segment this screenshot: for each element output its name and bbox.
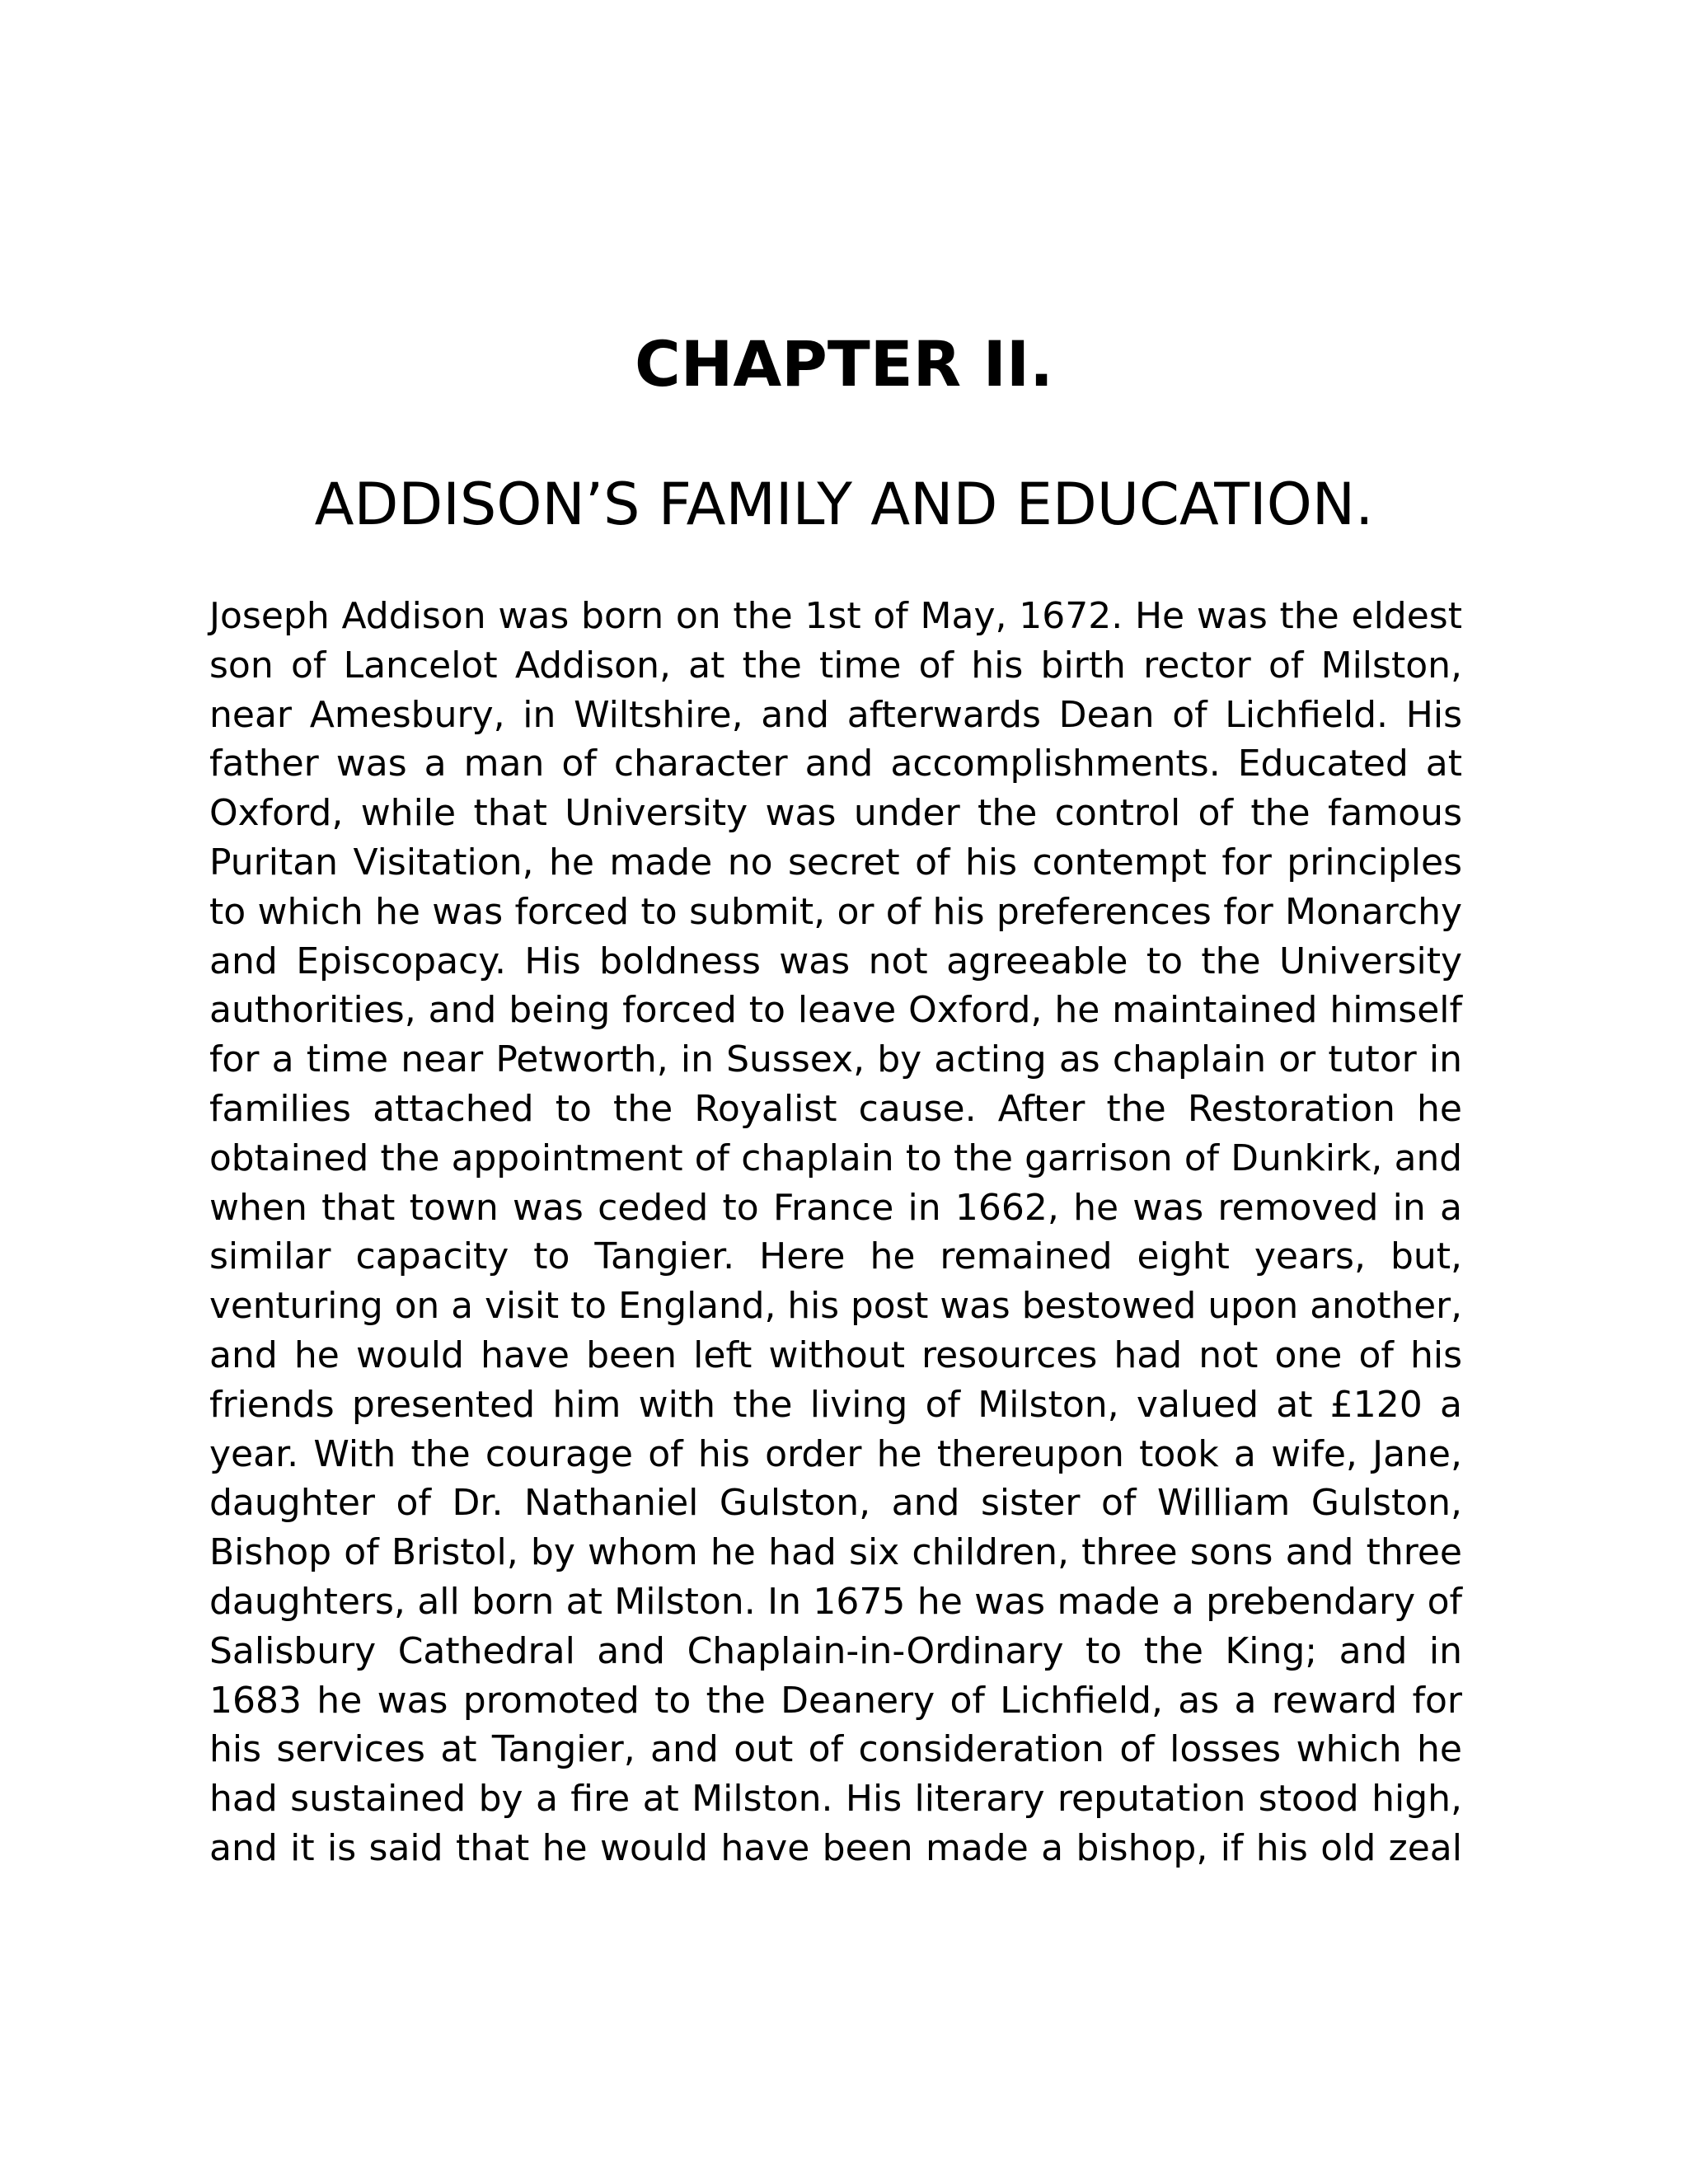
text-line: and he would have been left without resources had not one of his bbox=[209, 1333, 1462, 1376]
text-line: Puritan Visitation, he made no secret of his contempt for principles bbox=[209, 841, 1462, 883]
text-line: Joseph Addison was born on the 1st of May, 1672. He was the eldest bbox=[209, 595, 1462, 637]
text-line: friends presented him with the living of Milston, valued at £120 a bbox=[209, 1383, 1462, 1426]
text-line: son of Lancelot Addison, at the time of his birth rector of Milston, bbox=[209, 644, 1462, 687]
text-line: for a time near Petworth, in Sussex, by acting as chaplain or tutor in bbox=[209, 1038, 1462, 1081]
text-line: authorities, and being forced to leave Oxford, he maintained himself bbox=[209, 989, 1462, 1032]
text-line: had sustained by a fire at Milston. His literary reputation stood high, bbox=[209, 1778, 1462, 1821]
text-line: his services at Tangier, and out of consideration of losses which he bbox=[209, 1728, 1462, 1771]
chapter-title: ADDISON’S FAMILY AND EDUCATION. bbox=[314, 471, 1374, 538]
text-line: near Amesbury, in Wiltshire, and afterwards Dean of Lichfield. His bbox=[209, 693, 1462, 736]
text-line: father was a man of character and accomplishments. Educated at bbox=[209, 743, 1462, 785]
text-line: daughters, all born at Milston. In 1675 he was made a prebendary of bbox=[209, 1580, 1462, 1623]
text-line: families attached to the Royalist cause. After the Restoration he bbox=[209, 1087, 1462, 1130]
text-line: and it is said that he would have been made a bishop, if his old zeal bbox=[209, 1826, 1462, 1869]
text-line: Bishop of Bristol, by whom he had six children, three sons and three bbox=[209, 1531, 1462, 1574]
text-line: obtained the appointment of chaplain to the garrison of Dunkirk, and bbox=[209, 1137, 1462, 1179]
text-line: venturing on a visit to England, his post was bestowed upon another, bbox=[209, 1285, 1462, 1328]
text-line: when that town was ceded to France in 1662, he was removed in a bbox=[209, 1186, 1462, 1229]
body-paragraph bbox=[209, 592, 1462, 1873]
text-line: to which he was forced to submit, or of his preferences for Monarchy bbox=[209, 890, 1462, 933]
text-line: and Episcopacy. His boldness was not agreeable to the University bbox=[209, 940, 1462, 982]
text-line: 1683 he was promoted to the Deanery of Lichfield, as a reward for bbox=[209, 1679, 1462, 1722]
text-line: similar capacity to Tangier. Here he remained eight years, but, bbox=[209, 1235, 1462, 1278]
chapter-number: CHAPTER II. bbox=[634, 327, 1054, 401]
text-line: daughter of Dr. Nathaniel Gulston, and sister of William Gulston, bbox=[209, 1482, 1462, 1525]
text-line: Oxford, while that University was under the control of the famous bbox=[209, 792, 1462, 835]
text-line: Salisbury Cathedral and Chaplain-in-Ordinary to the King; and in bbox=[209, 1629, 1462, 1672]
text-line: year. With the courage of his order he thereupon took a wife, Jane, bbox=[209, 1432, 1462, 1475]
